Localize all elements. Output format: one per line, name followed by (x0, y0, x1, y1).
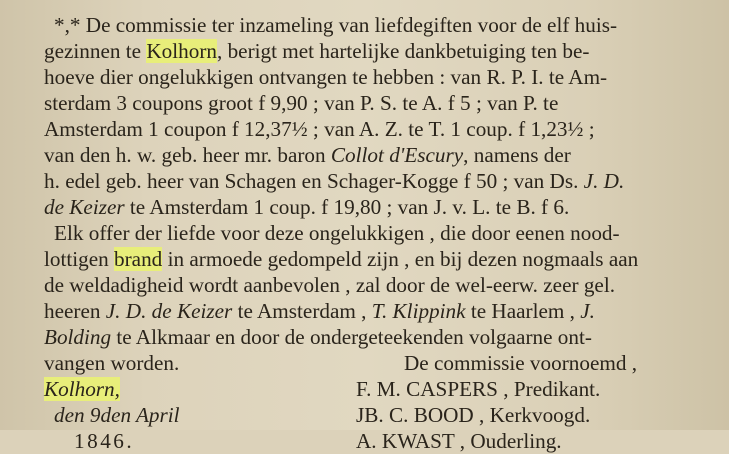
text-line-4: sterdam 3 coupons groot f 9,90 ; van P. S. te A. f 5 ; van P. te (44, 91, 559, 115)
text-line-11: de weldadigheid wordt aanbevolen , zal door de wel-eerw. zeer gel. (44, 273, 616, 297)
text-line-14: vangen worden. (44, 351, 180, 375)
signature-place (44, 376, 120, 402)
text-line-7: h. edel geb. heer van Schagen en Schager-Kogge f 50 ; van Ds. J. D. (44, 169, 625, 193)
signature-year: 1846. (74, 429, 135, 453)
text-line-3: hoeve dier ongelukkigen ontvangen te hebben : van R. P. I. te Am- (44, 65, 608, 89)
highlight-kolhorn-signature: Kolhorn, (44, 377, 120, 401)
text-line-1: *,* De commissie ter inzameling van liefdegiften voor de elf huis- (54, 13, 618, 37)
text-line-9: Elk offer der liefde voor deze ongelukkigen , die door eenen nood- (54, 221, 620, 245)
text-line-6: van den h. w. geb. heer mr. baron Collot d'Escury, namens der (44, 143, 571, 167)
signer-3: A. KWAST , Ouderling. (356, 429, 562, 453)
signature-heading: De commissie voornoemd , (404, 351, 638, 375)
signature-date: den 9den April (54, 403, 180, 427)
text-line-13: Bolding te Alkmaar en door de ondergeteekenden volgaarne ont- (44, 325, 592, 349)
highlight-brand: brand (114, 247, 163, 271)
text-line-12: heeren J. D. de Keizer te Amsterdam , T. Klippink te Haarlem , J. (44, 299, 595, 323)
text-line-2: gezinnen te Kolhorn, berigt met hartelijke dankbetuiging ten be- (44, 39, 590, 63)
text-line-10: lottigen brand in armoede gedompeld zijn , en bij dezen nogmaals aan (44, 247, 639, 271)
signer-2: JB. C. BOOD , Kerkvoogd. (356, 403, 591, 427)
mark: *,* (54, 13, 81, 37)
text-line-5: Amsterdam 1 coupon f 12,37½ ; van A. Z. te T. 1 coup. f 1,23½ ; (44, 117, 595, 141)
signer-1: F. M. CASPERS , Predikant. (356, 377, 601, 401)
highlight-kolhorn: Kolhorn (146, 39, 217, 63)
text-line-8: de Keizer te Amsterdam 1 coup. f 19,80 ; van J. v. L. te B. f 6. (44, 195, 570, 219)
